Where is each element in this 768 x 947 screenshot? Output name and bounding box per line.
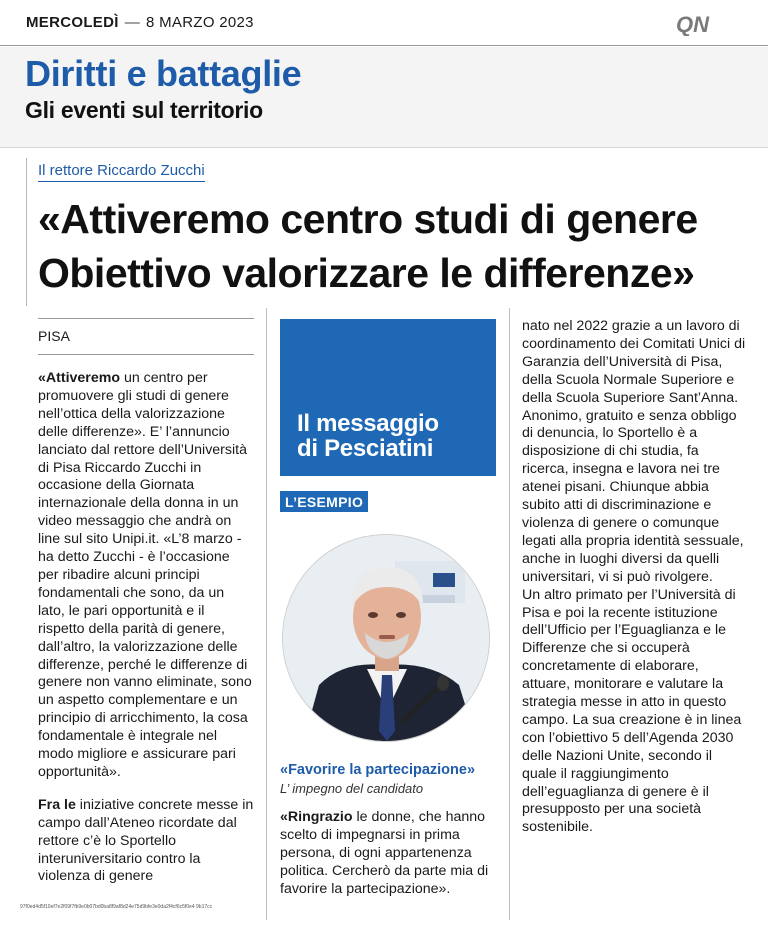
article-paragraph: Un altro primato per l’Università di Pisa e poi la recente istituzione dell’Ufficio per l’Eguaglianza e le Differenze che si occuperà concretamente di elaborare, attuare, monitorare e valutare la strategia messe in atto in questo campo. La sua creazione è in linea con l’obiettivo 5 dell’Agenda 2030 delle Nazioni Unite, secondo il quale il raggiungimento dell’eguaglianza di genere è il presupposto per una società sostenibile.	[522, 586, 742, 836]
section-header	[0, 47, 768, 148]
column-divider	[509, 308, 510, 920]
headline-rule	[26, 158, 27, 306]
headline-line-2: Obiettivo valorizzare le differenze»	[38, 250, 695, 296]
sidebar-paragraph	[280, 809, 496, 899]
section-title: Diritti e battaglie	[25, 53, 302, 94]
sidebar-title-line-2: di Pesciatini	[297, 435, 434, 462]
paragraph-text: un centro per promuovere gli studi di genere nell’ottica della valorizzazione delle differenze». E’ l’annuncio lanciato dal rettore dell’Università di Pisa Riccardo Zucchi in occasione della Giornata internazionale della donna in un video messaggio che andrà on line sul sito Unipi.it. «L’8 marzo - ha detto Zucchi - è l’occasione per ribadire alcuni principi fondamentali che sono, da un lato, le pari opportunità e il rispetto della parità di genere, dall’altro, la valorizzazione delle differenze, perché le differenze di genere non vanno eliminate, sono un aspetto complementare e un principio di arricchimento, la cosa fondamentale è integrale nel modo migliore e assicurare pari opportunità».	[38, 370, 252, 780]
article-column-1	[38, 318, 254, 886]
issue-date-text: 8 MARZO 2023	[146, 14, 254, 31]
date-separator: —	[124, 14, 141, 31]
lead-word: «Attiveremo	[38, 370, 121, 386]
sidebar-quote-title: «Favorire la partecipazione»	[280, 762, 476, 778]
qn-logo-text: QN	[676, 12, 709, 36]
paragraph-text: le donne, che hanno scelto di impegnarsi in prima persona, di ogni appartenenza politica. Cercherò da parte mia di favorire la partecipazione».	[280, 809, 489, 897]
dateline: PISA	[38, 328, 70, 344]
paragraph-text: iniziative concrete messe in campo dall’Ateneo ricordate dal rettore c’è lo Sportello interuniversitario contro la violenza di genere	[38, 796, 254, 885]
candidate-portrait	[282, 534, 490, 742]
article-column-3	[522, 318, 746, 837]
page-fineprint: 97f0ed4d5f10ef7e2f09f7fb9e0b07bd0ba8f9af8d24e75d9bfe3e0da2f4cf6c5f0e4 9b17cc	[20, 904, 213, 910]
issue-date	[26, 14, 254, 31]
issue-day: MERCOLEDÌ	[26, 14, 119, 31]
masthead-bar	[0, 0, 768, 46]
example-badge: L’ESEMPIO	[280, 491, 368, 512]
sidebar-title	[297, 411, 439, 461]
article-paragraph: nato nel 2022 grazie a un lavoro di coordinamento dei Comitati Unici di Garanzia dell’Università di Pisa, della Scuola Normale Superiore e della Scuola Superiore Sant’Anna. Anonimo, gratuito e senza obbligo di denuncia, lo Sportello è a disposizione di chi studia, fa ricerca, insegna e lavora nei tre atenei pisani. Chiunque abbia subito atti di discriminazione e violenza di genere o comunque legati alla propria identità sessuale, anche in luoghi diversi da quelli universitari, vi si può rivolgere.	[522, 318, 746, 585]
lead-word: «Ringrazio	[280, 809, 353, 825]
article-headline	[38, 192, 753, 300]
headline-line-1: «Attiveremo centro studi di genere	[38, 196, 698, 242]
column-divider	[266, 308, 267, 920]
article-paragraph	[38, 370, 254, 782]
portrait-illustration	[283, 535, 490, 742]
article-kicker: Il rettore Riccardo Zucchi	[38, 162, 205, 182]
sidebar-caption: L’ impegno del candidato	[280, 781, 424, 796]
qn-logo-icon	[676, 12, 726, 36]
dateline-rule	[38, 354, 254, 355]
lead-word: Fra le	[38, 796, 76, 813]
sidebar-title-box	[280, 319, 496, 476]
section-subtitle: Gli eventi sul territorio	[25, 97, 263, 123]
sidebar-title-line-1: Il messaggio	[297, 410, 439, 437]
sidebar-body	[280, 809, 496, 899]
article-paragraph	[38, 797, 254, 887]
